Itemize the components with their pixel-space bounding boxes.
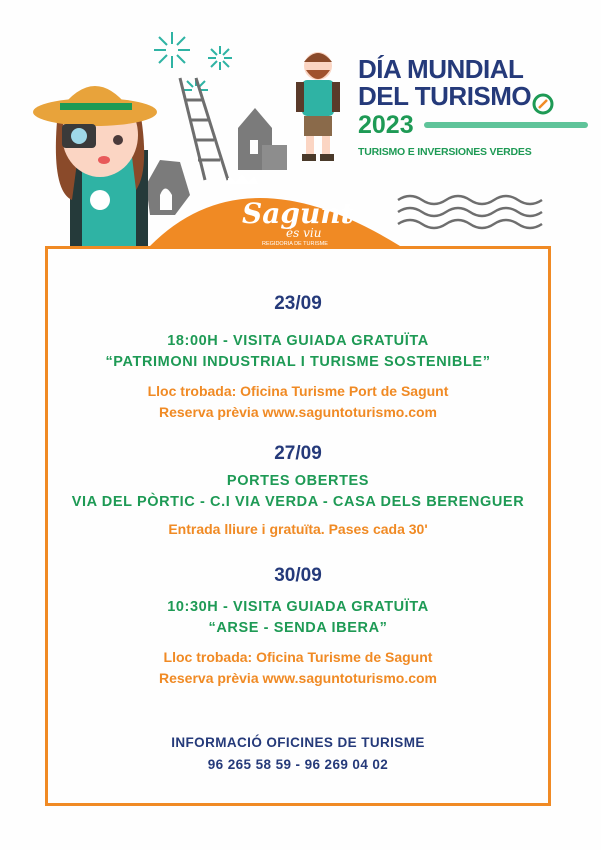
event-details — [45, 519, 551, 540]
logo-main-text: Sagunt — [242, 197, 354, 230]
title-subtitle: TURISMO E INVERSIONES VERDES — [358, 146, 532, 158]
logo-tagline-text: és viu — [286, 226, 322, 240]
event-3 — [45, 565, 551, 689]
title-line-2: DEL TURISMO — [358, 81, 532, 111]
event-headline-line: 10:30H - VISITA GUIADA GRATUÏTA — [167, 599, 429, 615]
event-detail-line: Reserva prèvia www.saguntoturismo.com — [158, 404, 437, 420]
event-2 — [45, 443, 551, 540]
event-headline-line: VIA DEL PÒRTIC - C.I VIA VERDA - CASA DELS BERENGUER — [71, 494, 525, 510]
title-year-row — [358, 112, 588, 138]
title-block — [358, 56, 588, 158]
event-detail-line: Lloc trobada: Oficina Turisme de Sagunt — [163, 649, 433, 665]
hiker-illustration — [296, 52, 340, 161]
info-section — [45, 732, 551, 776]
title-line-1: DÍA MUNDIAL — [358, 54, 524, 84]
logo-sub-text: REGIDORIA DE TURISME — [262, 241, 328, 247]
event-detail-line: Lloc trobada: Oficina Turisme Port de Sagunt — [147, 383, 449, 399]
year-accent-bar — [424, 122, 588, 128]
event-details — [45, 381, 551, 423]
info-title: INFORMACIÓ OFICINES DE TURISME — [171, 735, 425, 750]
event-details — [45, 647, 551, 689]
event-headline-line: PORTES OBERTES — [226, 473, 370, 489]
event-headline-line: 18:00H - VISITA GUIADA GRATUÏTA — [167, 333, 429, 349]
event-date: 30/09 — [274, 565, 322, 586]
event-headline — [45, 597, 551, 639]
waves-icon — [398, 196, 542, 228]
industrial-tower-icon — [180, 78, 228, 180]
event-detail-line: Reserva prèvia www.saguntoturismo.com — [158, 670, 437, 686]
event-1 — [45, 293, 551, 423]
event-headline-line: “ARSE - SENDA IBERA” — [208, 620, 388, 636]
event-date: 23/09 — [274, 293, 322, 314]
event-headline — [45, 331, 551, 373]
church-icon — [238, 108, 287, 170]
event-date: 27/09 — [274, 443, 322, 464]
title-year: 2023 — [358, 111, 414, 139]
event-headline-line: “PATRIMONI INDUSTRIAL I TURISME SOSTENIBLE” — [105, 354, 491, 370]
fireworks-icon — [154, 32, 232, 90]
girl-photographer-illustration — [33, 86, 157, 246]
info-phones: 96 265 58 59 - 96 269 04 02 — [207, 757, 389, 772]
event-headline — [45, 471, 551, 513]
event-detail-line: Entrada lliure i gratuïta. Pases cada 30' — [168, 521, 428, 537]
